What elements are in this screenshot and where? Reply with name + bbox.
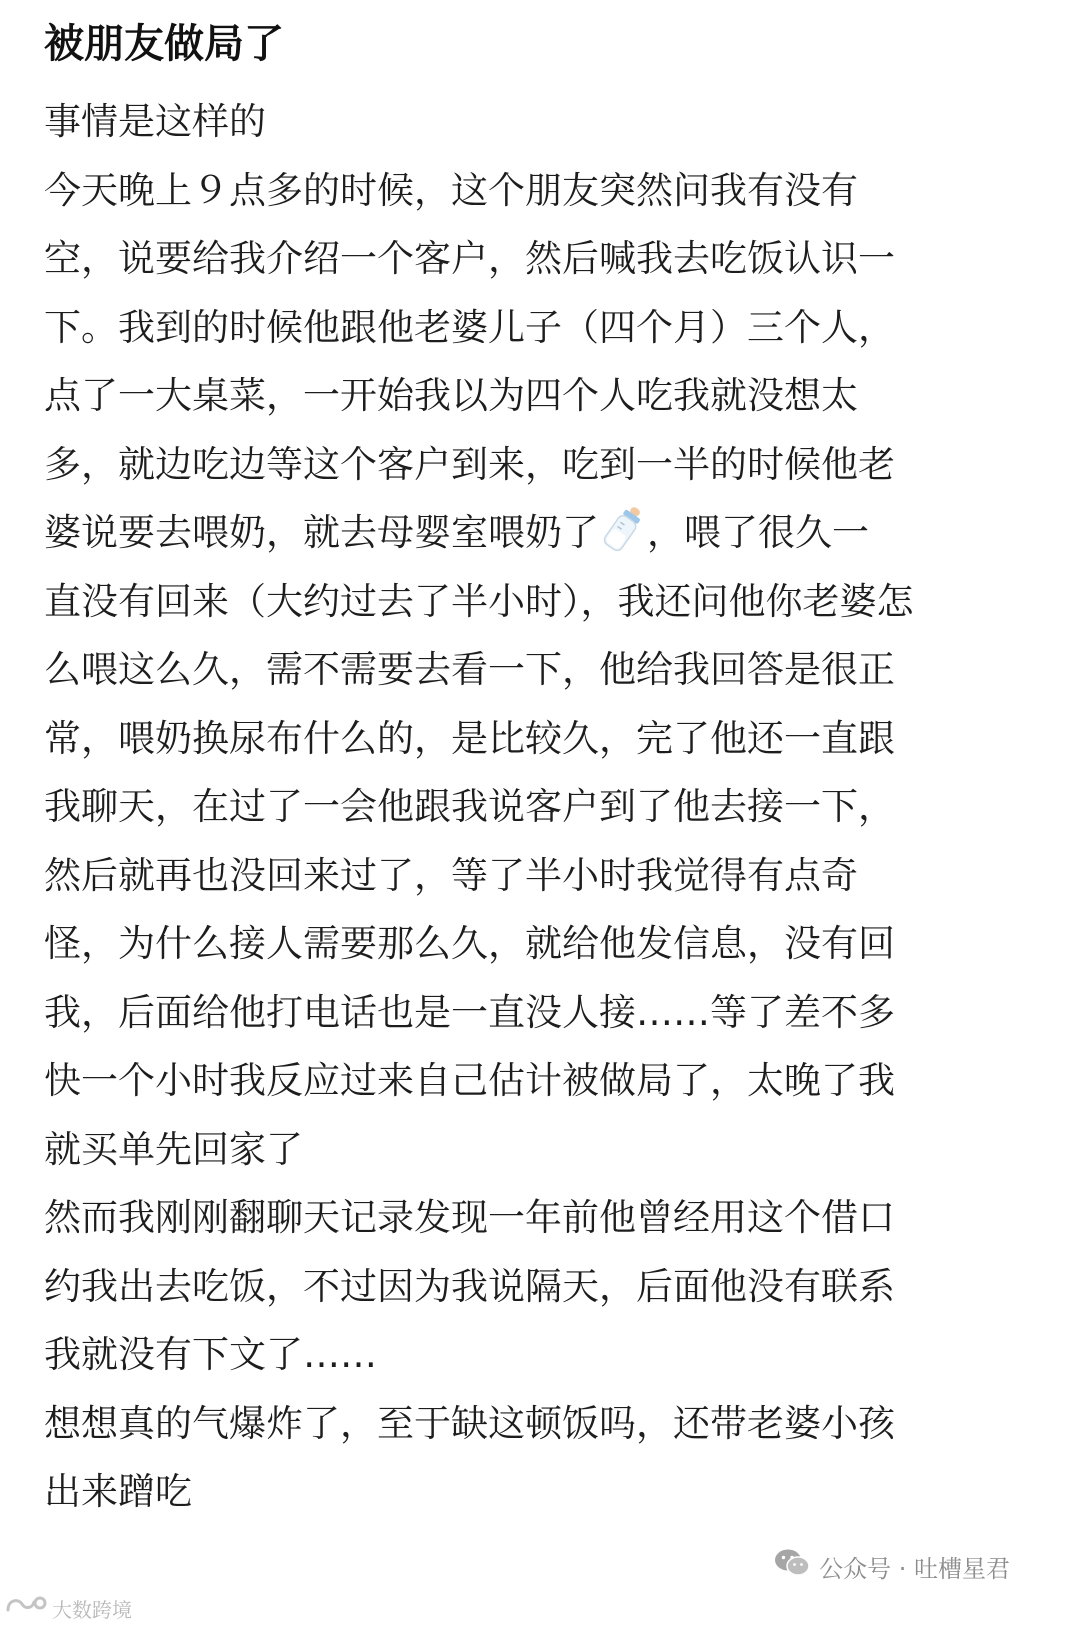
source-name: 大数跨境 [52,1597,132,1622]
wechat-account-watermark [773,1546,1010,1586]
footer [0,1536,1080,1626]
body-line: 怪，为什么接人需要那么久，就给他发信息，没有回 [44,922,895,965]
body-line: 我就没有下文了…… [44,1333,377,1376]
body-line: 然后就再也没回来过了，等了半小时我觉得有点奇 [44,853,858,897]
body-line: 空，说要给我介绍一个客户，然后喊我去吃饭认识一 [44,237,895,280]
account-name: 公众号 · 吐槽星君 [819,1554,1010,1583]
body-line: 就买单先回家了 [44,1127,303,1171]
body-line: 我聊天，在过了一会他跟我说客户到了他去接一下， [44,785,895,828]
post-title: 被朋友做局了 [44,21,284,67]
body-line: 想想真的气爆炸了，至于缺这顿饭吗，还带老婆小孩 [44,1401,895,1445]
body-line: 出来蹭吃 [44,1470,192,1513]
source-watermark [4,1594,132,1622]
body-line-with-emoji [44,499,1044,568]
body-line: 点了一大桌菜，一开始我以为四个人吃我就没想太 [44,374,858,417]
body-line: 多，就边吃边等这个客户到来，吃到一半的时候他老 [44,442,895,486]
body-line-part: 婆说要去喂奶，就去母婴室喂奶了 [44,511,599,554]
wechat-icon [773,1547,811,1585]
body-line: 今天晚上９点多的时候，这个朋友突然问我有没有 [44,168,858,212]
body-line: 然而我刚刚翻聊天记录发现一年前他曾经用这个借口 [44,1196,895,1239]
baby-bottle-icon [601,503,645,555]
body-line: 么喂这么久，需不需要去看一下，他给我回答是很正 [44,648,895,691]
body-line: 直没有回来（大约过去了半小时），我还问他你老婆怎 [44,579,914,623]
post-body [44,88,1044,1527]
body-line: 约我出去吃饭，不过因为我说隔天，后面他没有联系 [44,1264,895,1308]
body-line: 下。我到的时候他跟他老婆儿子（四个月）三个人， [44,305,895,349]
brand-logo-icon [4,1594,48,1623]
body-line: 快一个小时我反应过来自己估计被做局了，太晚了我 [44,1059,895,1102]
body-line: 事情是这样的 [44,100,266,143]
body-line: 常，喂奶换尿布什么的，是比较久，完了他还一直跟 [44,716,895,760]
body-line: 我，后面给他打电话也是一直没人接……等了差不多 [44,990,895,1034]
body-line-part: ，喂了很久一 [647,511,869,554]
